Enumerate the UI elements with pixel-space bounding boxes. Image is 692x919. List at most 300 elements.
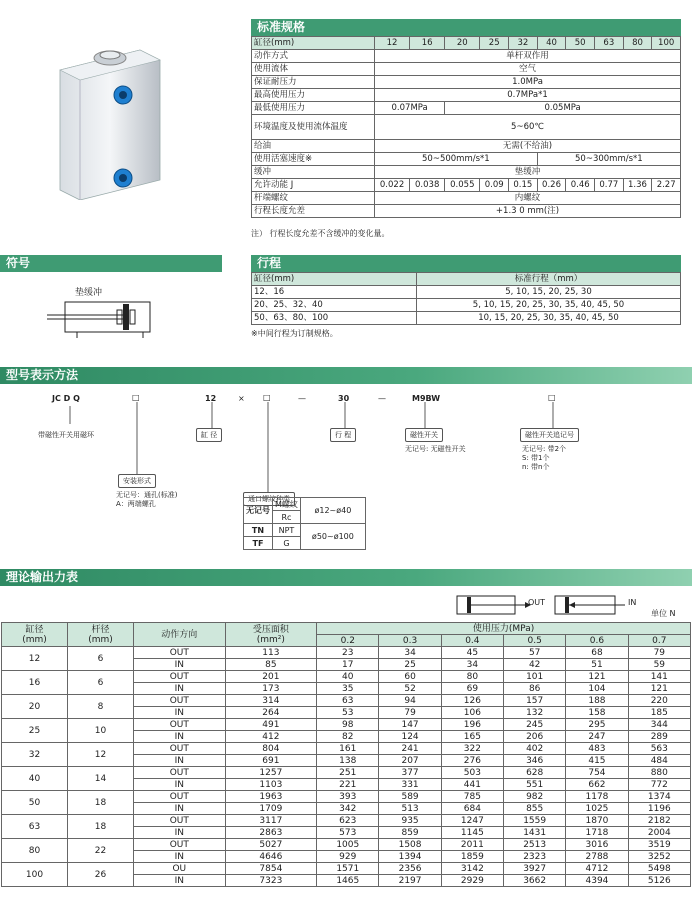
force-cell: 331	[379, 779, 441, 791]
force-cell: 5126	[628, 875, 690, 887]
force-cell: 7323	[225, 875, 317, 887]
force-cell: OUT	[134, 695, 226, 707]
spec-header-label: 缸径(mm)	[252, 37, 375, 50]
force-cell: 2929	[441, 875, 503, 887]
force-cell: 3519	[628, 839, 690, 851]
force-cell: IN	[134, 659, 226, 671]
code-d: D	[63, 394, 71, 403]
code-stroke: 30	[338, 394, 350, 403]
force-cell: 2788	[566, 851, 628, 863]
force-cell: 3252	[628, 851, 690, 863]
force-cell: 1709	[225, 803, 317, 815]
spec-row-label: 最低使用压力	[252, 102, 375, 115]
force-header-pressure: 使用压力(MPa)	[317, 623, 691, 635]
pressure-cell: 0.4	[441, 635, 503, 647]
force-cell: 1178	[566, 791, 628, 803]
label-bore: 缸 径	[196, 428, 222, 442]
table-row	[2, 839, 691, 851]
force-cell: 1963	[225, 791, 317, 803]
force-cell: 63	[317, 695, 379, 707]
force-cell: 245	[504, 719, 566, 731]
stroke-col-strokes: 标准行程（mm）	[417, 273, 681, 286]
spec-row-value: 无需(不给油)	[375, 140, 681, 153]
rod-value: 12	[68, 743, 134, 767]
mount-note: A：两端螺孔	[116, 500, 156, 508]
model-code-diagram	[0, 384, 692, 554]
force-cell: 412	[225, 731, 317, 743]
spec-row-label: 最高使用压力	[252, 89, 375, 102]
code-switch-count-box: □	[548, 393, 556, 402]
energy-cell: 0.022	[375, 179, 410, 192]
force-cell: 3016	[566, 839, 628, 851]
force-cell: 1394	[379, 851, 441, 863]
force-cell: 344	[628, 719, 690, 731]
force-cell: 23	[317, 647, 379, 659]
force-cell: 691	[225, 755, 317, 767]
energy-cell: 0.038	[410, 179, 445, 192]
spec-row-value: 5~60℃	[375, 115, 681, 140]
spec-row-label: 保证耐压力	[252, 76, 375, 89]
force-cell: 2513	[504, 839, 566, 851]
rod-value: 26	[68, 863, 134, 887]
force-cell: 206	[504, 731, 566, 743]
bore-cell: 12	[375, 37, 410, 50]
code-thread-box: □	[263, 393, 271, 402]
table-row	[2, 863, 691, 875]
thread-range: ø12~ø40	[300, 498, 365, 524]
energy-cell: 1.36	[623, 179, 652, 192]
product-image	[50, 40, 170, 200]
force-cell: 503	[441, 767, 503, 779]
out-label: OUT	[528, 598, 546, 607]
table-row	[2, 743, 691, 755]
force-cell: 2323	[504, 851, 566, 863]
force-cell: 59	[628, 659, 690, 671]
force-cell: 106	[441, 707, 503, 719]
rod-value: 18	[68, 791, 134, 815]
force-cell: 157	[504, 695, 566, 707]
force-cell: OUT	[134, 839, 226, 851]
spec-row-value: +1.3 0 mm(注)	[375, 205, 681, 218]
force-cell: 1718	[566, 827, 628, 839]
spec-row-value: 1.0MPa	[375, 76, 681, 89]
force-cell: IN	[134, 755, 226, 767]
symbol-label: 垫缓冲	[75, 288, 103, 298]
force-cell: 1431	[504, 827, 566, 839]
switch-note: 无记号: 无磁性开关	[405, 445, 466, 453]
spec-title: 标准规格	[251, 19, 681, 36]
force-cell: 1257	[225, 767, 317, 779]
force-cell: 34	[441, 659, 503, 671]
force-cell: 52	[379, 683, 441, 695]
model-title: 型号表示方法	[0, 367, 692, 384]
thread-type: Rc	[273, 511, 301, 524]
force-cell: 161	[317, 743, 379, 755]
rod-value: 8	[68, 695, 134, 719]
force-cell: 98	[317, 719, 379, 731]
spec-row-value: 单杆双作用	[375, 50, 681, 63]
mount-note: 无记号：通孔(标准)	[116, 491, 178, 499]
force-cell: 188	[566, 695, 628, 707]
spec-row-label: 使用流体	[252, 63, 375, 76]
energy-cell: 0.09	[480, 179, 509, 192]
force-cell: 1465	[317, 875, 379, 887]
spec-row-value: 0.7MPa*1	[375, 89, 681, 102]
force-cell: 1559	[504, 815, 566, 827]
pressure-cell: 0.6	[566, 635, 628, 647]
force-cell: 3927	[504, 863, 566, 875]
force-cell: 2182	[628, 815, 690, 827]
force-title: 理论输出力表	[0, 569, 692, 586]
force-cell: 40	[317, 671, 379, 683]
force-cell: 754	[566, 767, 628, 779]
spec-row-value: 0.07MPa	[375, 102, 445, 115]
force-cell: 1025	[566, 803, 628, 815]
force-cell: 201	[225, 671, 317, 683]
force-cell: OUT	[134, 671, 226, 683]
force-cell: 855	[504, 803, 566, 815]
code-jc: JC	[52, 394, 61, 403]
force-cell: 662	[566, 779, 628, 791]
force-cell: 57	[504, 647, 566, 659]
force-cell: OUT	[134, 719, 226, 731]
force-cell: 251	[317, 767, 379, 779]
spec-note: 注） 行程长度允差不含缓冲的变化量。	[251, 229, 390, 238]
force-unit: 单位 N	[651, 609, 676, 618]
stroke-title: 行程	[251, 255, 681, 272]
force-cell: 126	[441, 695, 503, 707]
force-cell: 68	[566, 647, 628, 659]
force-cell: 628	[504, 767, 566, 779]
force-cell: 1571	[317, 863, 379, 875]
table-row	[2, 647, 691, 659]
force-cell: 342	[317, 803, 379, 815]
force-cell: 377	[379, 767, 441, 779]
thread-type: NPT	[273, 524, 301, 537]
spec-row-value: 内螺纹	[375, 192, 681, 205]
force-cell: 207	[379, 755, 441, 767]
spec-row-label: 行程长度允差	[252, 205, 375, 218]
force-cell: 1005	[317, 839, 379, 851]
code-q: Q	[73, 394, 80, 403]
rod-value: 10	[68, 719, 134, 743]
pressure-cell: 0.3	[379, 635, 441, 647]
force-cell: 3117	[225, 815, 317, 827]
force-cell: IN	[134, 731, 226, 743]
force-cell: 415	[566, 755, 628, 767]
force-cell: 589	[379, 791, 441, 803]
force-cell: 982	[504, 791, 566, 803]
force-cell: 104	[566, 683, 628, 695]
force-cell: 60	[379, 671, 441, 683]
force-cell: OUT	[134, 815, 226, 827]
force-cell: 1870	[566, 815, 628, 827]
bore-cell: 63	[595, 37, 624, 50]
switch-count-note: n: 带n个	[522, 463, 550, 471]
spec-row-value: 50~500mm/s*1	[375, 153, 538, 166]
force-cell: 82	[317, 731, 379, 743]
force-cell: OUT	[134, 767, 226, 779]
code-x: ×	[238, 394, 245, 403]
force-cell: 35	[317, 683, 379, 695]
table-row	[2, 719, 691, 731]
force-cell: 94	[379, 695, 441, 707]
force-cell: 1859	[441, 851, 503, 863]
force-cell: 158	[566, 707, 628, 719]
force-cell: OU	[134, 863, 226, 875]
force-cell: 483	[566, 743, 628, 755]
force-cell: 2356	[379, 863, 441, 875]
cylinder-symbol-icon	[45, 296, 155, 342]
pressure-cell: 0.2	[317, 635, 379, 647]
force-cell: 484	[628, 755, 690, 767]
rod-value: 18	[68, 815, 134, 839]
force-cell: IN	[134, 779, 226, 791]
force-cell: 173	[225, 683, 317, 695]
table-row	[2, 695, 691, 707]
stroke-note: ※中间行程为订制规格。	[251, 329, 338, 338]
energy-cell: 0.055	[445, 179, 480, 192]
spec-row-label: 缓冲	[252, 166, 375, 179]
force-cell: 573	[317, 827, 379, 839]
force-cell: 17	[317, 659, 379, 671]
thread-code: TN	[244, 524, 273, 537]
force-cell: IN	[134, 851, 226, 863]
spec-row-label: 动作方式	[252, 50, 375, 63]
rod-value: 6	[68, 671, 134, 695]
bore-value: 63	[2, 815, 68, 839]
label-magnetic: 带磁性开关用磁环	[38, 431, 94, 439]
stroke-table	[251, 272, 681, 325]
force-cell: 785	[441, 791, 503, 803]
stroke-values: 10, 15, 20, 25, 30, 35, 40, 45, 50	[417, 312, 681, 325]
force-cell: 295	[566, 719, 628, 731]
label-mount: 安装形式	[118, 474, 156, 488]
force-cell: 346	[504, 755, 566, 767]
force-cell: 322	[441, 743, 503, 755]
force-cell: 314	[225, 695, 317, 707]
spec-row-label: 环境温度及使用流体温度	[252, 115, 375, 140]
force-cell: 289	[628, 731, 690, 743]
force-header-rod: 杆径 (mm)	[68, 623, 134, 647]
thread-range: ø50~ø100	[300, 524, 365, 550]
in-diagram-icon	[553, 594, 633, 620]
force-cell: 859	[379, 827, 441, 839]
bore-value: 12	[2, 647, 68, 671]
bore-cell: 40	[537, 37, 566, 50]
force-header-bore: 缸径 (mm)	[2, 623, 68, 647]
force-cell: 929	[317, 851, 379, 863]
force-cell: 1374	[628, 791, 690, 803]
force-cell: 79	[379, 707, 441, 719]
force-cell: OUT	[134, 647, 226, 659]
force-cell: 86	[504, 683, 566, 695]
force-cell: 241	[379, 743, 441, 755]
force-cell: 113	[225, 647, 317, 659]
force-cell: 491	[225, 719, 317, 731]
switch-count-note: 无记号: 带2个	[522, 445, 567, 453]
bore-cell: 32	[509, 37, 538, 50]
force-cell: 1103	[225, 779, 317, 791]
force-cell: 2197	[379, 875, 441, 887]
force-cell: 880	[628, 767, 690, 779]
force-cell: 196	[441, 719, 503, 731]
force-cell: 141	[628, 671, 690, 683]
thread-code: TF	[244, 537, 273, 550]
code-mount-box: □	[132, 393, 140, 402]
force-cell: 69	[441, 683, 503, 695]
bore-cell: 50	[566, 37, 595, 50]
spec-row-value: 0.05MPa	[445, 102, 681, 115]
force-cell: 53	[317, 707, 379, 719]
bore-value: 50	[2, 791, 68, 815]
force-cell: 441	[441, 779, 503, 791]
force-cell: 101	[504, 671, 566, 683]
force-cell: 165	[441, 731, 503, 743]
force-cell: 25	[379, 659, 441, 671]
force-header-direction: 动作方向	[134, 623, 226, 647]
in-label: IN	[628, 598, 637, 607]
force-table	[1, 622, 691, 887]
force-cell: IN	[134, 827, 226, 839]
bore-cell: 80	[623, 37, 652, 50]
table-row	[2, 791, 691, 803]
spec-row-label: 使用活塞速度※	[252, 153, 375, 166]
force-cell: 124	[379, 731, 441, 743]
stroke-bore: 50、63、80、100	[252, 312, 417, 325]
bore-value: 32	[2, 743, 68, 767]
bore-value: 80	[2, 839, 68, 863]
code-dash: —	[378, 394, 386, 403]
force-cell: 7854	[225, 863, 317, 875]
pressure-cell: 0.5	[504, 635, 566, 647]
spec-row-label: 给油	[252, 140, 375, 153]
force-cell: 513	[379, 803, 441, 815]
spec-row-value: 垫缓冲	[375, 166, 681, 179]
energy-cell: 0.26	[537, 179, 566, 192]
force-cell: 4646	[225, 851, 317, 863]
rod-value: 22	[68, 839, 134, 863]
force-cell: 85	[225, 659, 317, 671]
bore-value: 25	[2, 719, 68, 743]
bore-value: 20	[2, 695, 68, 719]
thread-type: G	[273, 537, 301, 550]
label-thread: 通口螺纹种类	[243, 492, 295, 506]
label-switch-count: 磁性开关追记号	[520, 428, 579, 442]
bore-value: 16	[2, 671, 68, 695]
bore-cell: 20	[445, 37, 480, 50]
pressure-cell: 0.7	[628, 635, 690, 647]
stroke-bore: 20、25、32、40	[252, 299, 417, 312]
force-cell: 1196	[628, 803, 690, 815]
force-cell: 3662	[504, 875, 566, 887]
force-cell: 684	[441, 803, 503, 815]
force-cell: 247	[566, 731, 628, 743]
energy-cell: 0.46	[566, 179, 595, 192]
force-cell: 121	[566, 671, 628, 683]
force-cell: 935	[379, 815, 441, 827]
force-cell: 804	[225, 743, 317, 755]
energy-cell: 2.27	[652, 179, 681, 192]
force-cell: 2011	[441, 839, 503, 851]
bore-cell: 100	[652, 37, 681, 50]
spec-row-value: 空气	[375, 63, 681, 76]
force-cell: 1247	[441, 815, 503, 827]
force-cell: IN	[134, 803, 226, 815]
spec-table	[251, 36, 681, 218]
force-cell: 42	[504, 659, 566, 671]
force-cell: 147	[379, 719, 441, 731]
label-switch: 磁性开关	[405, 428, 443, 442]
energy-cell: 0.15	[509, 179, 538, 192]
force-cell: 264	[225, 707, 317, 719]
table-row	[2, 815, 691, 827]
spec-row-value: 50~300mm/s*1	[537, 153, 680, 166]
force-cell: 2863	[225, 827, 317, 839]
force-cell: 34	[379, 647, 441, 659]
bore-cell: 25	[480, 37, 509, 50]
table-row	[2, 767, 691, 779]
force-cell: 623	[317, 815, 379, 827]
force-cell: OUT	[134, 743, 226, 755]
bore-value: 100	[2, 863, 68, 887]
force-cell: 5027	[225, 839, 317, 851]
force-cell: 4394	[566, 875, 628, 887]
force-cell: OUT	[134, 791, 226, 803]
force-cell: 45	[441, 647, 503, 659]
force-cell: 138	[317, 755, 379, 767]
force-cell: 563	[628, 743, 690, 755]
force-cell: 5498	[628, 863, 690, 875]
code-switch: M9BW	[412, 394, 441, 403]
force-cell: IN	[134, 707, 226, 719]
thread-table	[243, 497, 366, 550]
force-cell: 4712	[566, 863, 628, 875]
spec-row-label: 杆端螺纹	[252, 192, 375, 205]
force-cell: 80	[441, 671, 503, 683]
spec-row-label: 允许动能 J	[252, 179, 375, 192]
code-dash: —	[298, 394, 306, 403]
force-cell: 276	[441, 755, 503, 767]
force-cell: 1508	[379, 839, 441, 851]
force-cell: 51	[566, 659, 628, 671]
force-cell: 132	[504, 707, 566, 719]
label-stroke: 行 程	[330, 428, 356, 442]
force-header-area: 受压面积 (mm²)	[225, 623, 317, 647]
force-cell: 2004	[628, 827, 690, 839]
force-cell: 221	[317, 779, 379, 791]
force-cell: 551	[504, 779, 566, 791]
stroke-values: 5, 10, 15, 20, 25, 30	[417, 286, 681, 299]
bore-value: 40	[2, 767, 68, 791]
force-cell: IN	[134, 875, 226, 887]
force-cell: 1145	[441, 827, 503, 839]
force-cell: IN	[134, 683, 226, 695]
rod-value: 14	[68, 767, 134, 791]
table-row	[2, 671, 691, 683]
energy-cell: 0.77	[595, 179, 624, 192]
bore-cell: 16	[410, 37, 445, 50]
stroke-bore: 12、16	[252, 286, 417, 299]
stroke-values: 5, 10, 15, 20, 25, 30, 35, 40, 45, 50	[417, 299, 681, 312]
thread-type: M螺纹	[273, 498, 301, 511]
force-cell: 121	[628, 683, 690, 695]
stroke-col-bore: 缸径(mm)	[252, 273, 417, 286]
force-cell: 79	[628, 647, 690, 659]
force-cell: 185	[628, 707, 690, 719]
thread-code: 无记号	[244, 498, 273, 524]
force-cell: 402	[504, 743, 566, 755]
